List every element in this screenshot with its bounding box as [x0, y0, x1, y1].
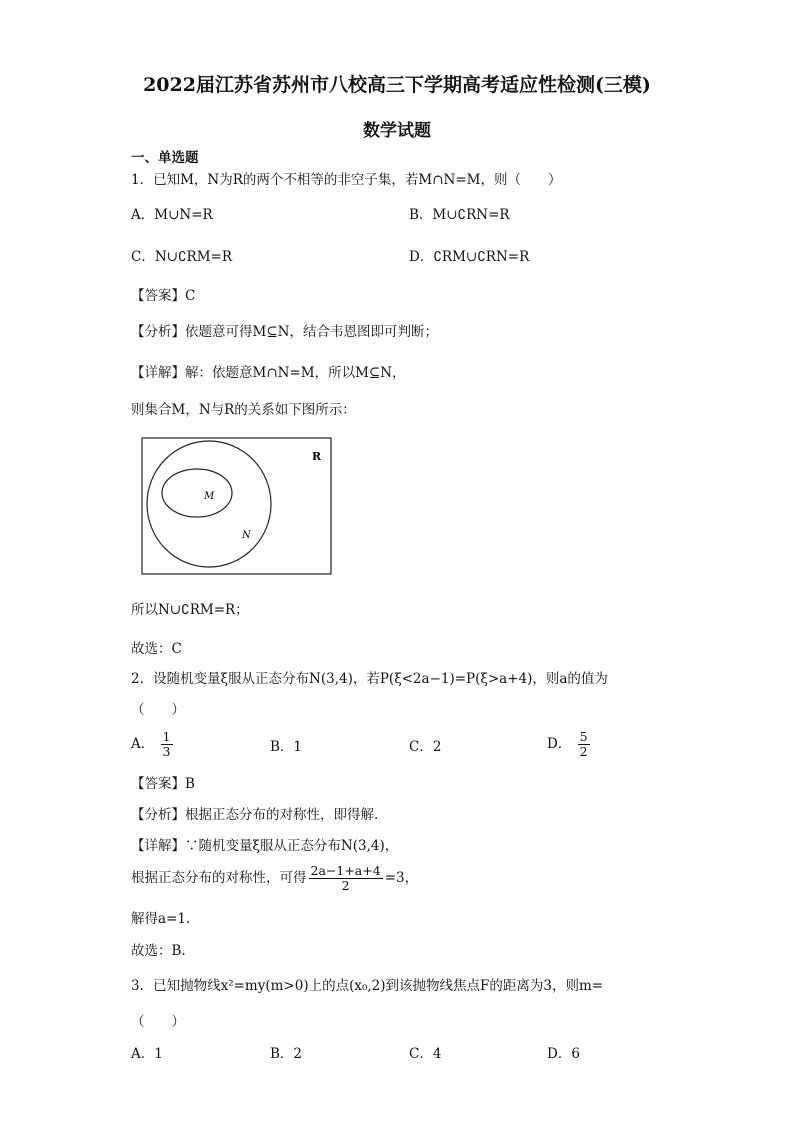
q2-option-d-fraction	[578, 730, 590, 759]
q2-detail: 【详解】∵随机变量ξ服从正态分布N(3,4)，	[131, 838, 399, 854]
q1-answer: 【答案】C	[131, 288, 196, 304]
q2-option-a-label: A．	[131, 736, 155, 752]
q2-option-a-numerator: 1	[162, 729, 171, 744]
q1-option-b: B．M∪∁RN=R	[409, 207, 510, 223]
q2-stem: 2．设随机变量ξ服从正态分布N(3,4)，若P(ξ<2a−1)=P(ξ>a+4)，则a的值为	[131, 671, 608, 687]
venn-set-m	[162, 469, 232, 517]
section-heading: 一、单选题	[131, 150, 199, 166]
q2-answer: 【答案】B	[131, 776, 195, 792]
q2-option-d-denominator: 2	[579, 744, 588, 759]
q1-option-a: A．M∪N=R	[131, 207, 213, 223]
q1-option-d: D．∁RM∪∁RN=R	[409, 249, 530, 265]
q2-symmetry-suffix: =3，	[384, 870, 419, 886]
document-title: 2022届江苏省苏州市八校高三下学期高考适应性检测(三模)	[143, 74, 651, 96]
q2-option-a	[131, 730, 175, 759]
q3-option-b: B．2	[270, 1046, 303, 1062]
q1-option-c: C．N∪∁RM=R	[131, 249, 233, 265]
document-subtitle: 数学试题	[363, 121, 431, 141]
q2-symmetry-prefix: 根据正态分布的对称性，可得	[131, 870, 307, 886]
venn-label-r: R	[312, 450, 322, 463]
q2-option-d	[547, 730, 592, 759]
q1-relation-text: 则集合M，N与R的关系如下图所示：	[131, 402, 356, 418]
q3-stem: 3．已知抛物线x²=my(m>0)上的点(x₀,2)到该抛物线焦点F的距离为3，则m=	[131, 978, 604, 994]
q2-option-d-numerator: 5	[579, 729, 588, 744]
q1-detail: 【详解】解：依题意M∩N=M，所以M⊆N，	[131, 365, 406, 381]
q2-paren: （ ）	[131, 702, 185, 718]
q2-analysis: 【分析】根据正态分布的对称性，即得解.	[131, 807, 379, 823]
q2-option-a-fraction	[161, 730, 173, 759]
q3-paren: （ ）	[131, 1014, 185, 1030]
venn-diagram	[141, 437, 333, 576]
q2-option-c: C．2	[409, 739, 442, 755]
q2-symmetry-denominator: 2	[341, 878, 350, 893]
q1-choose: 故选：C	[131, 641, 182, 657]
venn-label-n: N	[242, 530, 251, 541]
q3-option-d: D．6	[547, 1046, 580, 1062]
q3-option-a: A．1	[131, 1046, 163, 1062]
q1-stem: 1．已知M，N为R的两个不相等的非空子集，若M∩N=M，则（ ）	[131, 172, 562, 188]
venn-label-m: M	[204, 491, 215, 502]
q2-solve: 解得a=1.	[131, 911, 191, 927]
q2-symmetry-numerator: 2a−1+a+4	[310, 863, 381, 878]
q1-analysis: 【分析】依题意可得M⊆N，结合韦恩图即可判断；	[131, 324, 438, 340]
q2-symmetry	[131, 864, 418, 893]
q2-option-a-denominator: 3	[162, 744, 171, 759]
q2-option-d-label: D．	[547, 736, 572, 752]
q2-symmetry-fraction	[309, 864, 383, 893]
q2-option-b: B．1	[270, 739, 303, 755]
q3-option-c: C．4	[409, 1046, 442, 1062]
q2-choose: 故选：B.	[131, 943, 186, 959]
q1-conclusion: 所以N∪∁RM=R；	[131, 602, 249, 618]
